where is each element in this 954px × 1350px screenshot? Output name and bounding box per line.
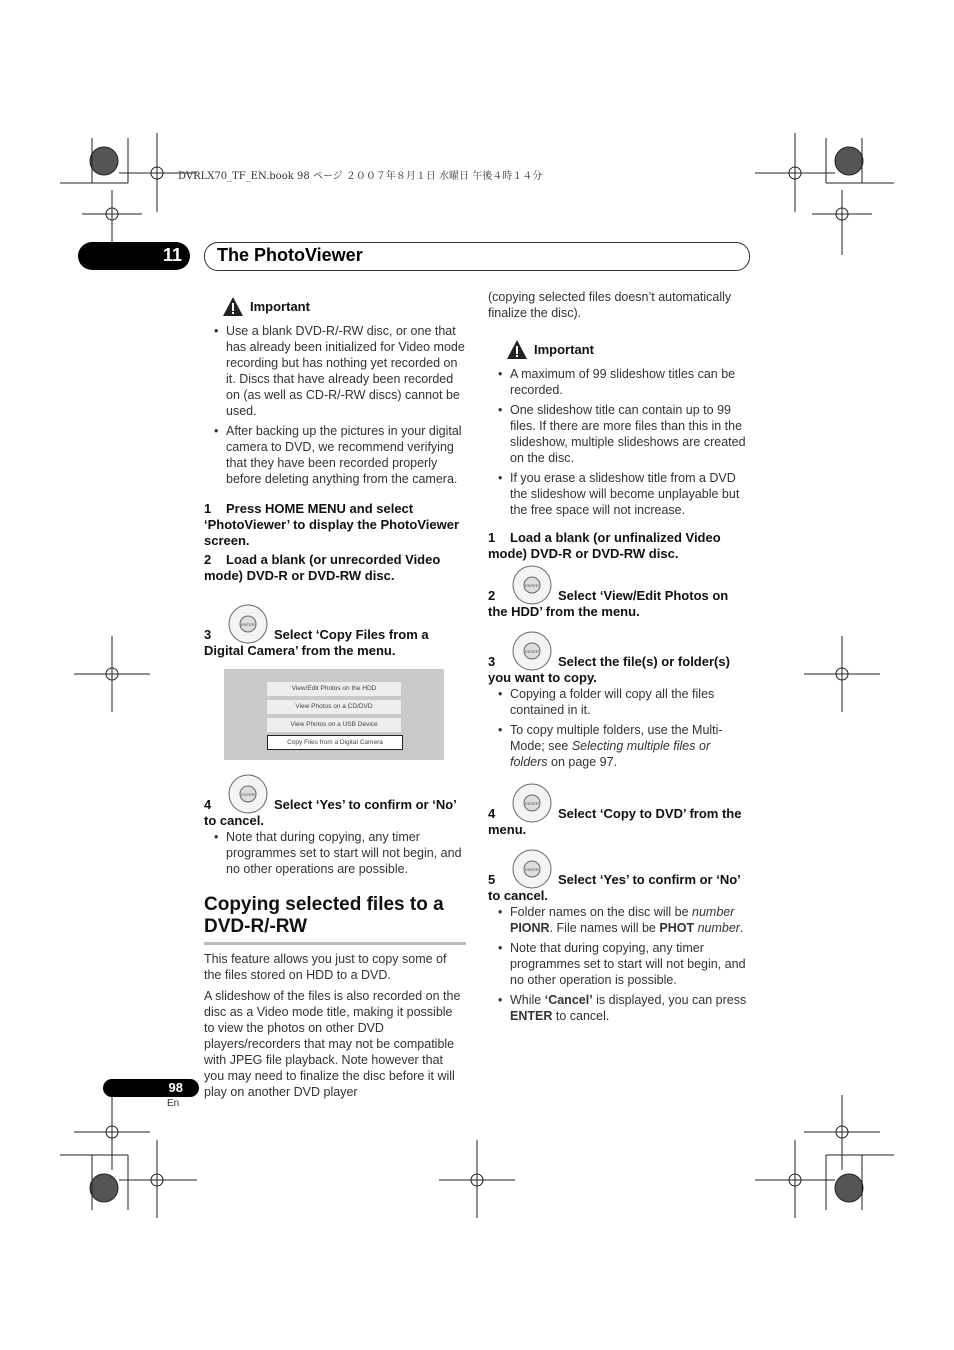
text: PIONR [510, 921, 550, 935]
menu-item-view-usb[interactable]: View Photos on a USB Device [267, 718, 401, 732]
menu-item-view-cd-dvd[interactable]: View Photos on a CD/DVD [267, 700, 401, 714]
step-2 [488, 588, 750, 620]
step-2 [204, 552, 466, 584]
step-3 [204, 627, 466, 659]
step-1 [488, 530, 750, 562]
photoviewer-menu-screenshot [224, 669, 444, 760]
step-number: 3 [204, 627, 212, 642]
chapter-number: 11 [162, 245, 182, 265]
text: is displayed, you can press [592, 993, 747, 1007]
list-item: • Copying a folder will copy all the files contained in it. [488, 686, 750, 718]
step-5-notes [488, 904, 750, 1024]
important-list [204, 323, 466, 487]
step-4-notes [204, 829, 466, 877]
step-number: 4 [204, 797, 212, 812]
chapter-title: The PhotoViewer [217, 245, 363, 265]
text: ENTER [510, 1009, 553, 1023]
paragraph: A slideshow of the files is also recorded on the disc as a Video mode title, making it possible to view the photos on other DVD players/recorders that may not be compatible with JPEG file playback. Note however that you may need to finalize the disc before it will play on another DVD player [204, 989, 461, 1099]
step-text: Select ‘Yes’ to confirm or ‘No’ to cancel. [204, 797, 457, 828]
step-1 [204, 501, 466, 549]
right-step-5-block [488, 872, 750, 1028]
paragraph: This feature allows you just to copy some of the files stored on HDD to a DVD. [204, 952, 447, 982]
step-text: Select ‘Yes’ to confirm or ‘No’ to cancel. [488, 872, 741, 903]
list-item: • One slideshow title can contain up to 99 files. If there are more files than this in the slideshow, multiple slideshows are created on the disc. [488, 402, 750, 466]
paragraph-continued: (copying selected files doesn’t automatically finalize the disc). [488, 290, 732, 320]
text: . [739, 921, 744, 935]
step-text: Load a blank (or unrecorded Video mode) DVD-R or DVD-RW disc. [204, 552, 441, 583]
step-number: 1 [204, 501, 212, 516]
list-item: • Note that during copying, any timer programmes set to start will not begin, and no other operation is possible. [488, 940, 750, 988]
language-label: En [167, 1098, 180, 1109]
important-list [488, 366, 750, 518]
text: PHOT [659, 921, 695, 935]
step-4 [204, 797, 466, 829]
right-step-3-block [488, 654, 750, 774]
step-text: Select ‘Copy to DVD’ from the menu. [488, 806, 742, 837]
list-item [488, 722, 750, 770]
text: ‘Cancel’ [544, 993, 593, 1007]
menu-item-copy-camera[interactable]: Copy Files from a Digital Camera [267, 735, 403, 750]
list-item: • A maximum of 99 slideshow titles can be recorded. [488, 366, 750, 398]
text: To copy multiple folders, use the Multi-Mode; see [510, 723, 723, 753]
text: on page 97. [547, 755, 618, 769]
list-item: • Note that during copying, any timer programmes set to start will not begin, and no other operations are possible. [204, 829, 466, 877]
step-number: 2 [204, 552, 212, 567]
menu-item-view-edit-hdd[interactable]: View/Edit Photos on the HDD [267, 682, 401, 696]
list-item: • After backing up the pictures in your digital camera to DVD, we recommend verifying that they have been recorded properly before deleting anything from the camera. [204, 423, 466, 487]
step-text: Select ‘Copy Files from a Digital Camera’ from the menu. [204, 627, 429, 658]
list-item: • Use a blank DVD-R/-RW disc, or one that has already been initialized for Video mode recording but has nothing yet recorded on it. Discs that have already been recorded on (as well as CD-R/-RW discs) cannot be used. [204, 323, 466, 419]
svg-text:ENTER: ENTER [525, 649, 539, 654]
text: Folder names on the disc will be [510, 905, 693, 919]
step-text: Press HOME MENU and select ‘PhotoViewer’ to display the PhotoViewer screen. [204, 501, 460, 548]
svg-text:ENTER: ENTER [525, 801, 539, 806]
list-item: • If you erase a slideshow title from a DVD the slideshow will become unplayable but the free space will not increase. [488, 470, 750, 518]
svg-text:ENTER: ENTER [525, 867, 539, 872]
warning-icon [222, 296, 244, 318]
step-number: 1 [488, 530, 496, 545]
step-number: 3 [488, 654, 496, 669]
list-item [488, 904, 750, 936]
left-column-lower [204, 797, 466, 1100]
svg-text:ENTER: ENTER [525, 583, 539, 588]
print-metadata: DVRLX70_TF_EN.book 98 ページ ２００７年８月１日 水曜日 午後４時１４分 [178, 171, 543, 182]
step-text: Load a blank (or unfinalized Video mode) DVD-R or DVD-RW disc. [488, 530, 721, 561]
step-text: Select ‘View/Edit Photos on the HDD’ from the menu. [488, 588, 729, 619]
svg-text:ENTER: ENTER [241, 792, 255, 797]
chapter-title-box [204, 242, 750, 271]
step-3-notes [488, 686, 750, 770]
page-reference-link[interactable]: Selecting multiple files or folders [510, 739, 711, 769]
important-heading [222, 296, 466, 318]
text: number [694, 921, 740, 935]
important-heading [506, 339, 750, 361]
left-column [204, 296, 466, 584]
text: to cancel. [552, 1009, 610, 1023]
important-label: Important [250, 299, 310, 314]
step-4 [488, 806, 750, 838]
page-number-badge [103, 1079, 199, 1097]
step-number: 5 [488, 872, 496, 887]
warning-icon [506, 339, 528, 361]
step-5 [488, 872, 750, 904]
step-3 [488, 654, 750, 686]
svg-text:ENTER: ENTER [241, 622, 255, 627]
important-label: Important [534, 342, 594, 357]
step-number: 4 [488, 806, 496, 821]
text: number [692, 905, 735, 919]
right-column [488, 289, 750, 562]
list-item [488, 992, 750, 1024]
section-title: Copying selected files to a DVD-R/-RW [204, 894, 444, 937]
text: . File names will be [549, 921, 660, 935]
chapter-badge [78, 242, 190, 270]
section-rule [204, 942, 466, 945]
step-text: Select the file(s) or folder(s) you want to copy. [488, 654, 730, 685]
text: While [510, 993, 545, 1007]
step-number: 2 [488, 588, 496, 603]
page-number: 98 [168, 1080, 183, 1095]
